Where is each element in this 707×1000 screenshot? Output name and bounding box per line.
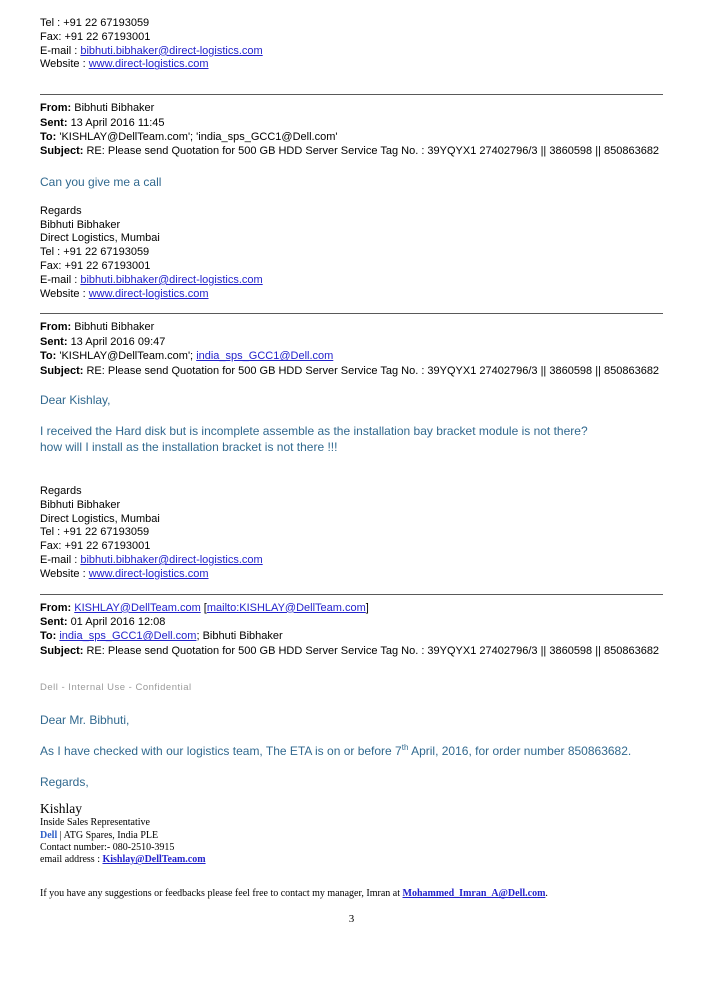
email3-eta-line	[40, 744, 663, 759]
feedback-text-after: .	[545, 888, 548, 900]
kishlay-email-line	[40, 854, 663, 866]
subject-line	[40, 644, 663, 658]
sig-website-line	[40, 568, 663, 582]
sig-company: Direct Logistics, Mumbai	[40, 512, 160, 525]
from-line	[40, 101, 663, 115]
from-label: From:	[40, 321, 72, 334]
manager-email-link[interactable]: Mohammed_Imran_A@Dell.com	[402, 888, 546, 900]
sent-line	[40, 615, 663, 629]
sig-email-line	[40, 554, 663, 568]
from-label: From:	[40, 601, 72, 614]
sig-website-link[interactable]: www.direct-logistics.com	[88, 567, 209, 580]
email2-body	[40, 424, 663, 455]
website-link[interactable]: www.direct-logistics.com	[88, 58, 209, 71]
sig-tel: Tel : +91 22 67193059	[40, 526, 150, 539]
sent-label: Sent:	[40, 116, 68, 129]
subject-label: Subject:	[40, 364, 84, 377]
sig-fax: Fax: +91 22 67193001	[40, 540, 151, 553]
to-line	[40, 349, 663, 363]
kishlay-signature	[40, 801, 663, 866]
kishlay-company-rest: | ATG Spares, India PLE	[57, 829, 159, 841]
from-email-link[interactable]: KISHLAY@DellTeam.com	[74, 601, 201, 614]
email2-body-line1: I received the Hard disk but is incomplete assemble as the installation bay bracket module is not there?	[40, 424, 588, 439]
sig-website-link[interactable]: www.direct-logistics.com	[88, 287, 209, 300]
sig-regards: Regards	[40, 485, 82, 498]
bracket-open: [	[203, 601, 207, 614]
from-line	[40, 320, 663, 334]
subject-value: RE: Please send Quotation for 500 GB HDD Server Service Tag No. : 39YQYX1 27402796/3 || 3860598 || 850863682	[86, 644, 660, 657]
kishlay-name: Kishlay	[40, 801, 82, 817]
website-line	[40, 58, 663, 72]
bracket-close: ]	[365, 601, 369, 614]
email1-header	[40, 101, 663, 159]
sig-name: Bibhuti Bibhaker	[40, 498, 121, 511]
sig-name: Bibhuti Bibhaker	[40, 218, 121, 231]
email-divider	[40, 313, 663, 314]
dell-brand-label: Dell	[40, 829, 58, 841]
email3-greeting: Dear Mr. Bibhuti,	[40, 713, 130, 728]
email2-body-line2: how will I install as the installation bracket is not there !!!	[40, 439, 338, 454]
sig-email-label: E-mail :	[40, 273, 78, 286]
to-value: 'KISHLAY@DellTeam.com'; 'india_sps_GCC1@Dell.com'	[59, 131, 338, 143]
to-label: To:	[40, 350, 57, 363]
sent-value: 13 April 2016 11:45	[70, 116, 165, 129]
email-line	[40, 45, 663, 59]
sig-fax: Fax: +91 22 67193001	[40, 260, 151, 272]
kishlay-email-label: email address :	[40, 854, 103, 866]
sig-email-link[interactable]: bibhuti.bibhaker@direct-logistics.com	[80, 273, 263, 286]
kishlay-title: Inside Sales Representative	[40, 817, 150, 829]
kishlay-company-line	[40, 830, 663, 842]
kishlay-contact-number: Contact number:- 080-2510-3915	[40, 841, 175, 853]
to-email-link[interactable]: india_sps_GCC1@Dell.com	[196, 350, 334, 363]
sent-label: Sent:	[40, 616, 68, 628]
page-number: 3	[348, 913, 355, 926]
sig-regards: Regards	[40, 204, 82, 217]
sig-email-line	[40, 274, 663, 288]
subject-label: Subject:	[40, 644, 84, 657]
from-value: Bibhuti Bibhaker	[74, 102, 155, 115]
email2-signature	[40, 485, 663, 582]
email3-header	[40, 601, 663, 659]
sent-line	[40, 116, 663, 130]
email-link[interactable]: bibhuti.bibhaker@direct-logistics.com	[80, 44, 263, 57]
from-label: From:	[40, 102, 72, 115]
to-line	[40, 629, 663, 643]
fax-line: Fax: +91 22 67193001	[40, 30, 151, 43]
feedback-text-before: If you have any suggestions or feedbacks please feel free to contact my manager, Imran at	[40, 888, 403, 900]
sig-website-line	[40, 288, 663, 302]
subject-value: RE: Please send Quotation for 500 GB HDD Server Service Tag No. : 39YQYX1 27402796/3 || 3860598 || 850863682	[86, 145, 660, 158]
sig-email-label: E-mail :	[40, 554, 78, 566]
website-label: Website :	[40, 58, 86, 71]
sent-line	[40, 335, 663, 349]
to-value-quoted: 'KISHLAY@DellTeam.com';	[59, 350, 194, 363]
sent-value: 01 April 2016 12:08	[70, 616, 166, 628]
email-divider	[40, 594, 663, 595]
email2-header	[40, 320, 663, 378]
email-divider	[40, 94, 663, 95]
to-line	[40, 130, 663, 144]
tel-line: Tel : +91 22 67193059	[40, 17, 150, 29]
email1-signature	[40, 205, 663, 302]
to-label: To:	[40, 630, 57, 643]
sig-company: Direct Logistics, Mumbai	[40, 232, 160, 245]
contact-block-top	[40, 17, 663, 72]
eta-text-after: April, 2016, for order number 850863682.	[408, 744, 632, 759]
to-label: To:	[40, 131, 57, 143]
subject-label: Subject:	[40, 145, 84, 158]
sig-website-label: Website :	[40, 567, 86, 580]
eta-superscript: th	[401, 743, 409, 753]
email-label: E-mail :	[40, 44, 78, 57]
email1-body: Can you give me a call	[40, 174, 162, 189]
sig-email-link[interactable]: bibhuti.bibhaker@direct-logistics.com	[80, 554, 263, 566]
subject-line	[40, 144, 663, 158]
confidential-notice: Dell - Internal Use - Confidential	[40, 682, 192, 694]
from-line	[40, 601, 663, 615]
subject-line	[40, 364, 663, 378]
from-value: Bibhuti Bibhaker	[74, 321, 155, 334]
feedback-note	[40, 887, 663, 900]
from-mailto-link[interactable]: mailto:KISHLAY@DellTeam.com	[206, 601, 366, 614]
sig-website-label: Website :	[40, 287, 86, 300]
kishlay-email-link[interactable]: Kishlay@DellTeam.com	[102, 854, 206, 866]
sent-label: Sent:	[40, 335, 68, 348]
to-email-link[interactable]: india_sps_GCC1@Dell.com	[59, 630, 197, 643]
sent-value: 13 April 2016 09:47	[70, 335, 166, 348]
email3-regards: Regards,	[40, 775, 89, 790]
email2-greeting: Dear Kishlay,	[40, 393, 111, 408]
to-value-rest: ; Bibhuti Bibhaker	[196, 630, 283, 643]
sig-tel: Tel : +91 22 67193059	[40, 246, 150, 259]
eta-text-before: As I have checked with our logistics team, The ETA is on or before 7	[40, 744, 402, 759]
subject-value: RE: Please send Quotation for 500 GB HDD Server Service Tag No. : 39YQYX1 27402796/3 || 3860598 || 850863682	[86, 364, 660, 377]
